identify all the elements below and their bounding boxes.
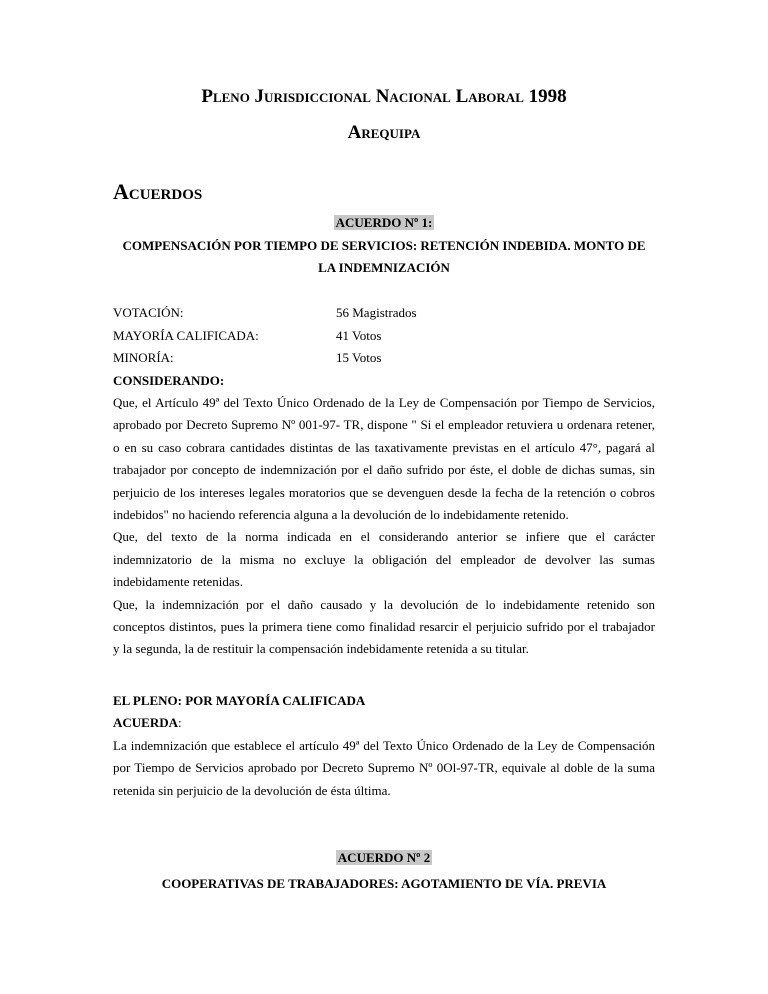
body-line: o en su caso cobrara cantidades distintas de las taxativamente previstas en el artículo 47°, pagará al bbox=[113, 440, 655, 455]
acuerda-label: ACUERDA bbox=[113, 715, 178, 730]
acuerdo-1-label bbox=[0, 212, 768, 234]
acuerdo-2-highlight: ACUERDO Nº 2 bbox=[337, 850, 431, 865]
acuerdo-1-highlight: ACUERDO Nº 1: bbox=[335, 215, 433, 230]
body-line: perjuicio de los intereses legales moratorios que se devenguen desde la fecha de la retención o cobros bbox=[113, 485, 655, 500]
body-line: Que, del texto de la norma indicada en el considerando anterior se infiere que el carácter bbox=[113, 529, 655, 544]
acuerda-heading bbox=[113, 712, 655, 734]
body-line: indebidos" no haciendo referencia alguna a la devolución de lo indebidamente retenido. bbox=[113, 507, 569, 522]
body-line: aprobado por Decreto Supremo Nº 001-97- TR, dispone " Si el empleador retuviera u ordenara retener, bbox=[113, 417, 655, 432]
vote-value: 41 Votos bbox=[336, 328, 382, 343]
body-line: conceptos distintos, pues la primera tiene como finalidad resarcir el perjuicio sufrido por el trabajador bbox=[113, 619, 655, 634]
vote-label: MINORÍA: bbox=[113, 350, 174, 365]
body-line: retenida sin perjuicio de la devolución de ésta última. bbox=[113, 783, 391, 798]
body-line: trabajador por concepto de indemnización por el daño sufrido por éste, el doble de dichas sumas, sin bbox=[113, 462, 655, 477]
vote-label: MAYORÍA CALIFICADA: bbox=[113, 328, 259, 343]
body-line: y la segunda, la de restituir la compensación indebidamente retenida a su titular. bbox=[113, 641, 529, 656]
document-title: Pleno Jurisdiccional Nacional Laboral 1998 bbox=[201, 86, 567, 107]
body-line: indebidamente retenidas. bbox=[113, 574, 243, 589]
body-line: Que, la indemnización por el daño causado y la devolución de lo indebidamente retenido son bbox=[113, 597, 655, 612]
body-line: por Tiempo de Servicios aprobado por Decreto Supremo Nº 0Ol-97-TR, equivale al doble de la suma bbox=[113, 760, 655, 775]
section-heading: Acuerdos bbox=[113, 179, 203, 204]
pleno-heading: EL PLENO: POR MAYORÍA CALIFICADA bbox=[113, 693, 366, 708]
acuerdo-1-subject-line: COMPENSACIÓN POR TIEMPO DE SERVICIOS: RETENCIÓN INDEBIDA. MONTO DE bbox=[122, 238, 646, 253]
body-line: Que, el Artículo 49ª del Texto Único Ordenado de la Ley de Compensación por Tiempo de Servicios, bbox=[113, 395, 655, 410]
acuerda-colon: : bbox=[178, 715, 182, 730]
body-line: indemnizatorio de la misma no excluye la obligación del empleador de devolver las sumas bbox=[113, 552, 655, 567]
considerando-heading: CONSIDERANDO: bbox=[113, 373, 225, 388]
city-heading: Arequipa bbox=[347, 122, 421, 143]
acuerdo-2-label bbox=[0, 847, 768, 869]
vote-label: VOTACIÓN: bbox=[113, 305, 184, 320]
acuerdo-2-subject: COOPERATIVAS DE TRABAJADORES: AGOTAMIENTO DE VÍA. PREVIA bbox=[161, 876, 607, 891]
body-line: La indemnización que establece el artículo 49ª del Texto Único Ordenado de la Ley de Compensación bbox=[113, 738, 655, 753]
vote-value: 56 Magistrados bbox=[336, 305, 417, 320]
acuerdo-1-subject-line: LA INDEMNIZACIÓN bbox=[318, 260, 450, 275]
vote-value: 15 Votos bbox=[336, 350, 382, 365]
